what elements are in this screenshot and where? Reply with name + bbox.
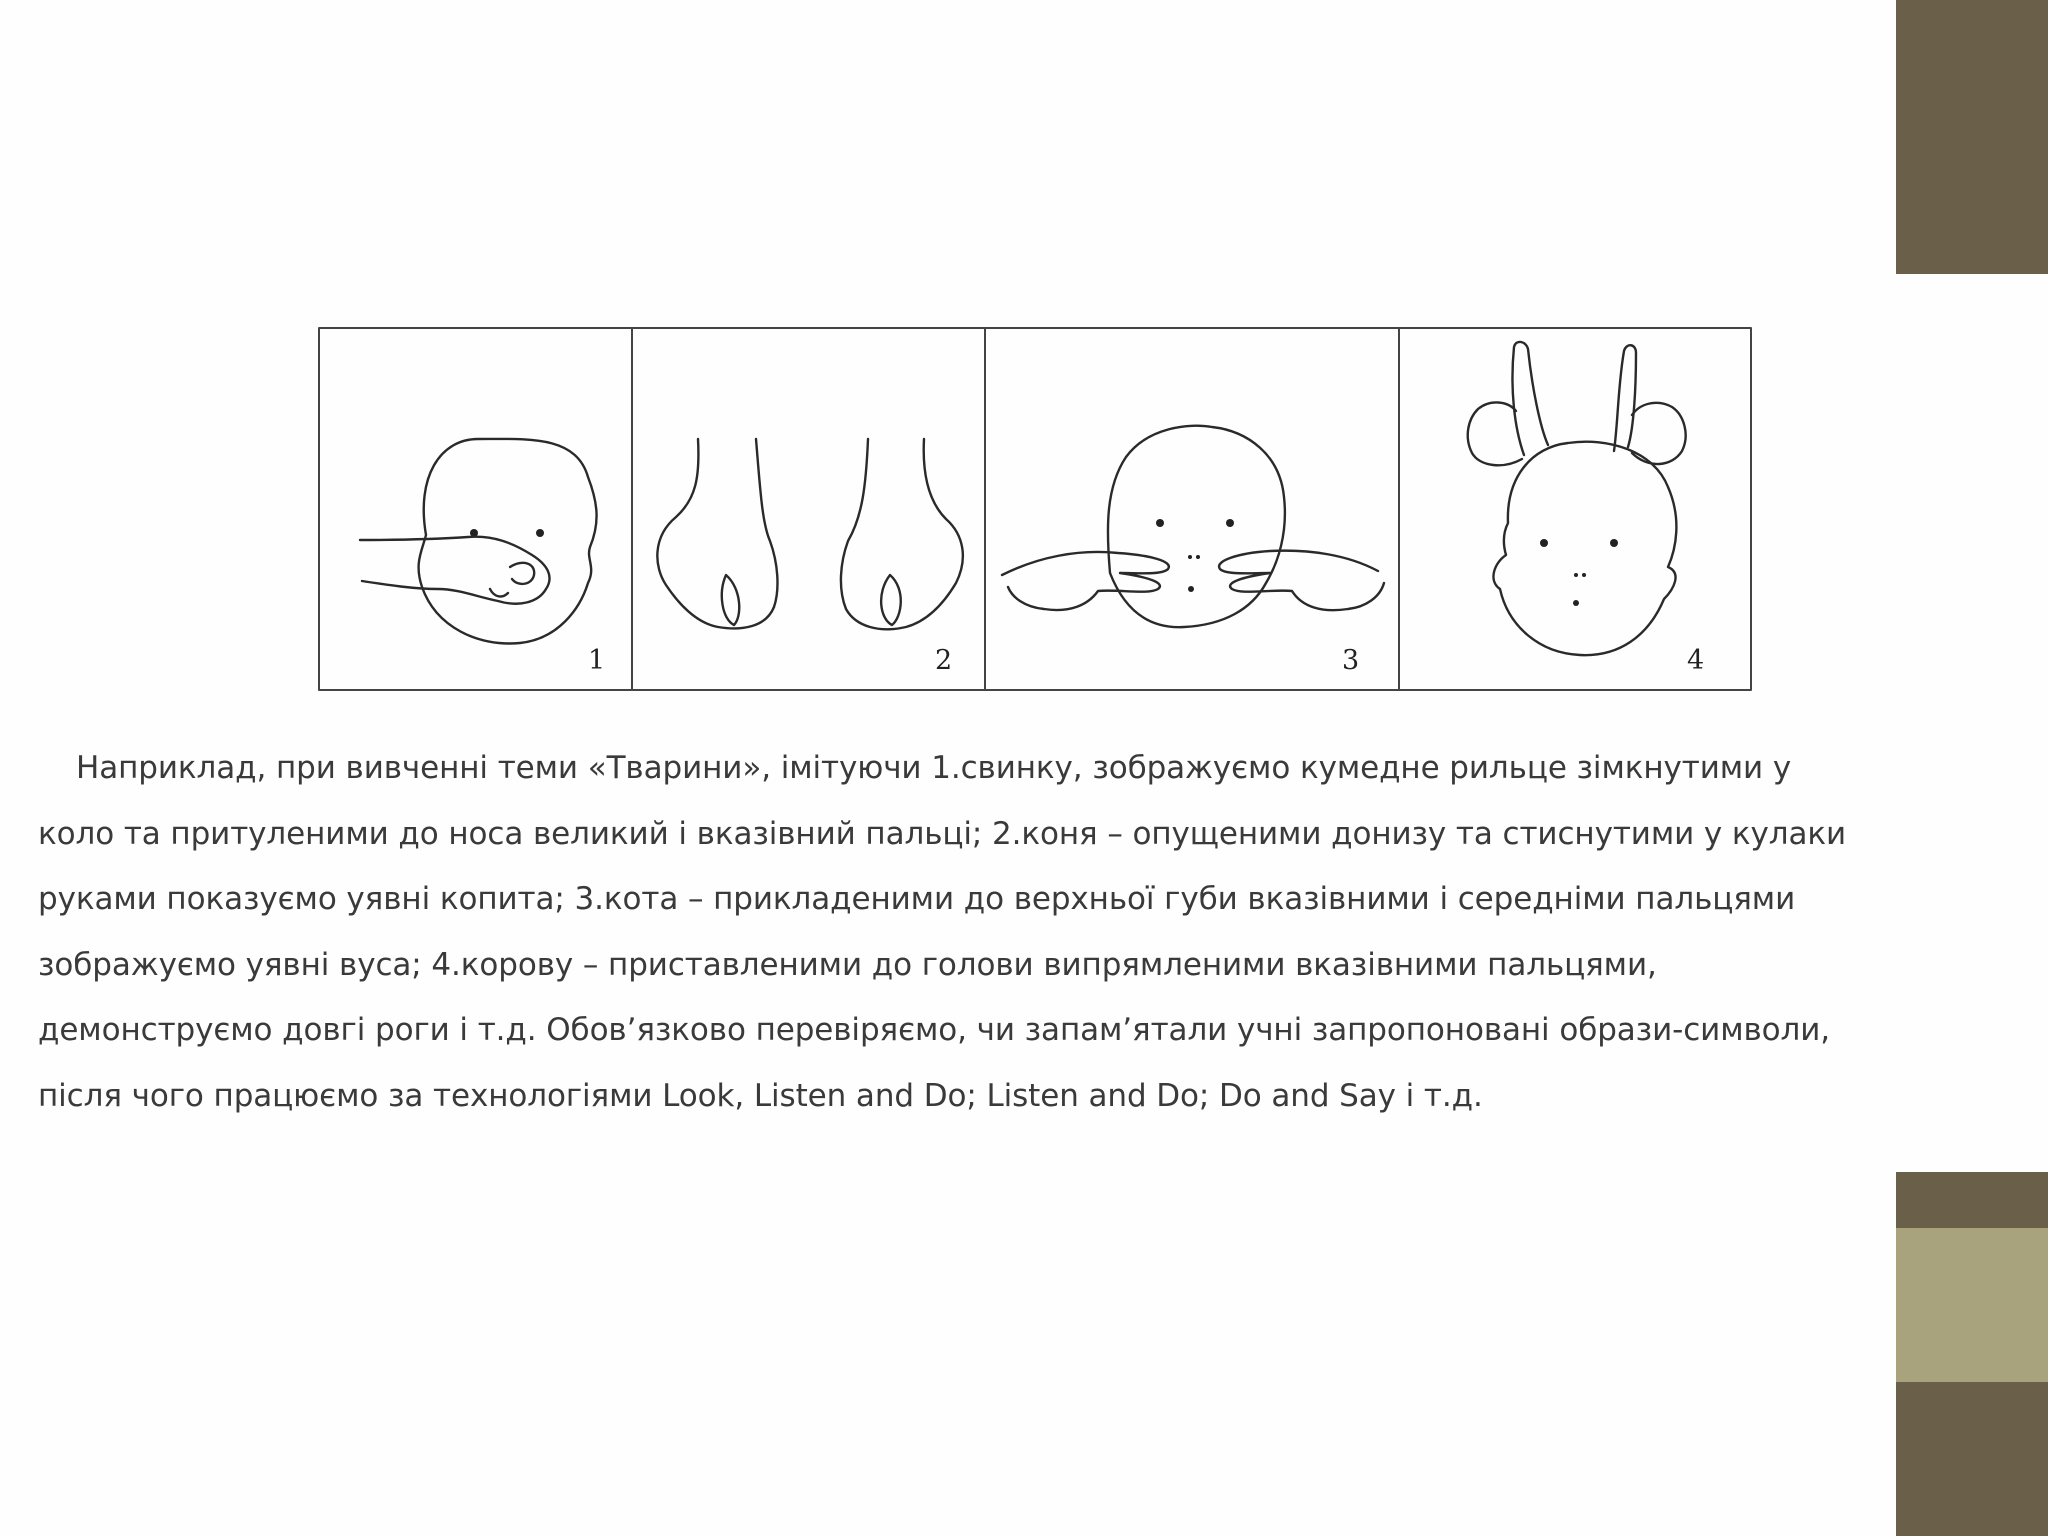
cow-nose [1582,573,1586,577]
cat-head-outline [1108,426,1285,627]
decor-stripe-dark [1896,1172,2048,1228]
cat-eye [1156,519,1164,527]
panel-3-cat-drawing [1002,426,1384,627]
gesture-illustration [318,327,1752,691]
pig-finger-ring [510,563,534,584]
cow-right-horn-finger [1614,345,1636,451]
cow-head-outline [1493,442,1676,655]
horse-left-fist [657,439,777,628]
panel-number: 1 [588,645,606,676]
pig-head-outline [419,439,597,644]
cow-left-horn-finger [1512,342,1548,455]
paragraph-line: руками показуємо уявні копита; 3.кота – прикладеними до верхньої губи вказівними і середніми пальцями [38,881,1796,917]
cat-mouth [1188,586,1194,592]
panel-2-horse-drawing [657,439,963,629]
decor-stripe-dark-bottom [1896,1382,2048,1536]
pig-hand [360,537,550,604]
cat-nose [1196,555,1200,559]
panel-number: 3 [1342,645,1360,676]
panel-4-cow-drawing [1468,342,1686,655]
horse-right-thumb [881,575,901,625]
pig-eye [536,529,544,537]
cow-eye [1540,539,1548,547]
cat-left-hand [1002,552,1169,610]
paragraph-line: Наприклад, при вивченні теми «Тварини», імітуючи 1.свинку, зображуємо кумедне рильце зімкнутими у [76,750,1792,786]
paragraph-line: коло та притуленими до носа великий і вказівний пальці; 2.коня – опущеними донизу та стиснутими у кулаки [38,815,1847,852]
cow-nose [1574,573,1578,577]
decor-block-top [1896,0,2048,274]
decor-stripe-light [1896,1228,2048,1382]
cow-eye [1610,539,1618,547]
panel-number: 4 [1687,645,1705,676]
panel-number: 2 [935,645,953,676]
cat-right-hand [1219,551,1384,611]
panel-1-pig-drawing [360,439,597,644]
cat-nose [1188,555,1192,559]
paragraph-line: зображуємо уявні вуса; 4.корову – приставленими до голови випрямленими вказівними пальцями, [38,946,1657,983]
figure-frame [319,328,1751,690]
horse-left-thumb [722,575,739,625]
paragraph-line: після чого працюємо за технологіями Look, Listen and Do; Listen and Do; Do and Say і т.д. [38,1077,1483,1114]
cow-mouth [1573,600,1579,606]
paragraph-line: демонструємо довгі роги і т.д. Обов’язково перевіряємо, чи запам’ятали учні запропоновані образи-символи, [38,1012,1831,1048]
cat-eye [1226,519,1234,527]
body-paragraph [38,736,2028,1129]
pig-thumb [490,589,508,596]
